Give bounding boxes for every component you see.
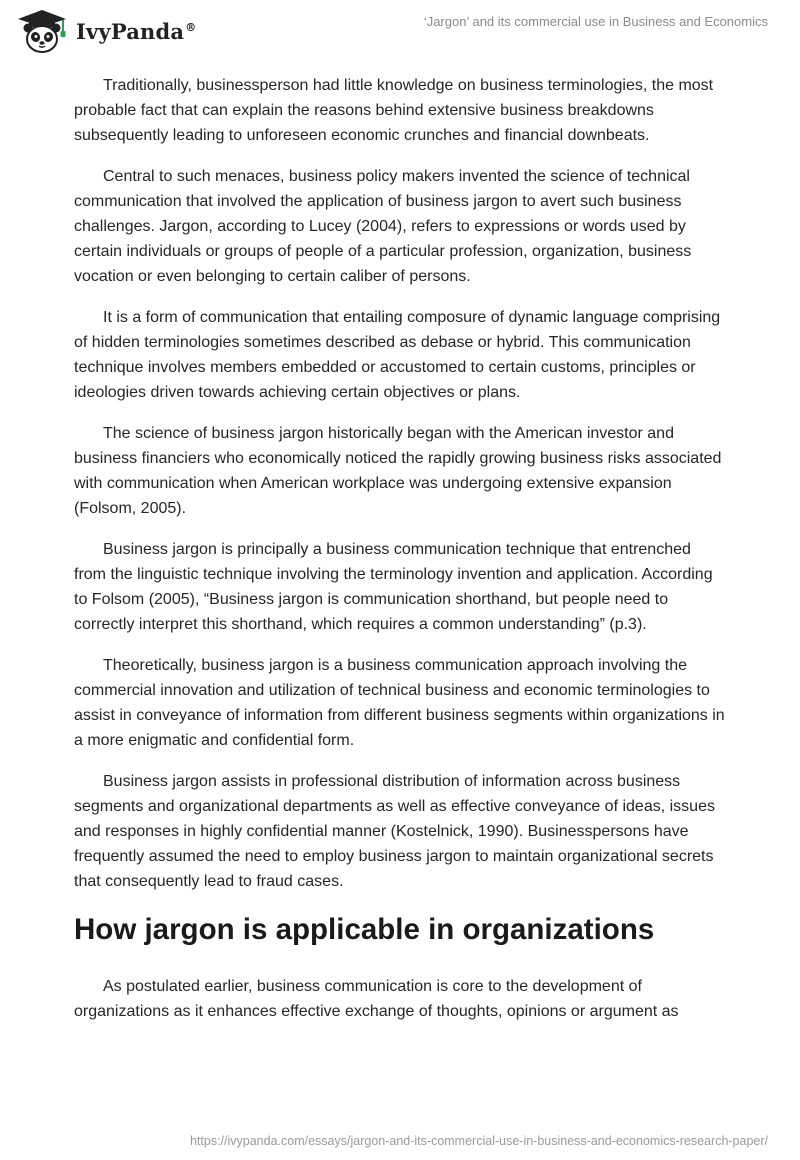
source-url[interactable]: https://ivypanda.com/essays/jargon-and-its-commercial-use-in-business-and-economics-research-paper/	[189, 1134, 768, 1148]
paragraph: The science of business jargon historically began with the American investor and business financiers who economically noticed the rapidly growing business risks associated with communication when American workplace was undergoing extensive expansion (Folsom, 2005).	[74, 425, 722, 517]
brand-name: IvyPanda®	[76, 18, 197, 44]
paragraph: As postulated earlier, business communication is core to the development of organizations as it enhances effective exchange of thoughts, opinions or argument as	[74, 978, 679, 1020]
paragraph: Traditionally, businessperson had little knowledge on business terminologies, the most probable fact that can explain the reasons behind extensive business breakdowns subsequently leading to unforeseen economic crunches and financial downbeats.	[74, 77, 714, 144]
panda-graduation-cap-icon	[14, 8, 70, 54]
paragraph: Business jargon assists in professional distribution of information across business segments and organizational departments as well as effective conveyance of ideas, issues and responses in highly confidential manner (Kostelnick, 1990). Businesspersons have frequently assumed the need to employ business jargon to maintain organizational secrets that consequently lead to fraud cases.	[74, 773, 715, 890]
paragraph: Theoretically, business jargon is a business communication approach involving the commercial innovation and utilization of technical business and economic terminologies to assist in conveyance of information from different business segments within organizations in a more enigmatic and confidential form.	[74, 657, 725, 749]
paragraph: It is a form of communication that entailing composure of dynamic language comprising of hidden terminologies sometimes described as debase or hybrid. This communication technique involves members embedded or accustomed to certain customs, principles or ideologies driven towards achieving certain objectives or plans.	[74, 309, 721, 401]
article-body	[74, 73, 726, 1040]
ivypanda-logo[interactable]	[14, 8, 196, 54]
section-heading: How jargon is applicable in organizations	[74, 913, 655, 946]
document-title: ‘Jargon’ and its commercial use in Business and Economics	[423, 14, 768, 29]
paragraph: Central to such menaces, business policy makers invented the science of technical communication that involved the application of business jargon to avert such business challenges. Jargon, according to Lucey (2004), refers to expressions or words used by certain individuals or groups of people of a particular profession, organization, business vocation or even belonging to certain caliber of persons.	[74, 168, 692, 285]
page-header	[0, 0, 800, 60]
paragraph: Business jargon is principally a business communication technique that entrenched from the linguistic technique involving the terminology invention and application. According to Folsom (2005), “Business jargon is communication shorthand, but people need to correctly interpret this shorthand, which requires a common understanding” (p.3).	[74, 541, 713, 633]
